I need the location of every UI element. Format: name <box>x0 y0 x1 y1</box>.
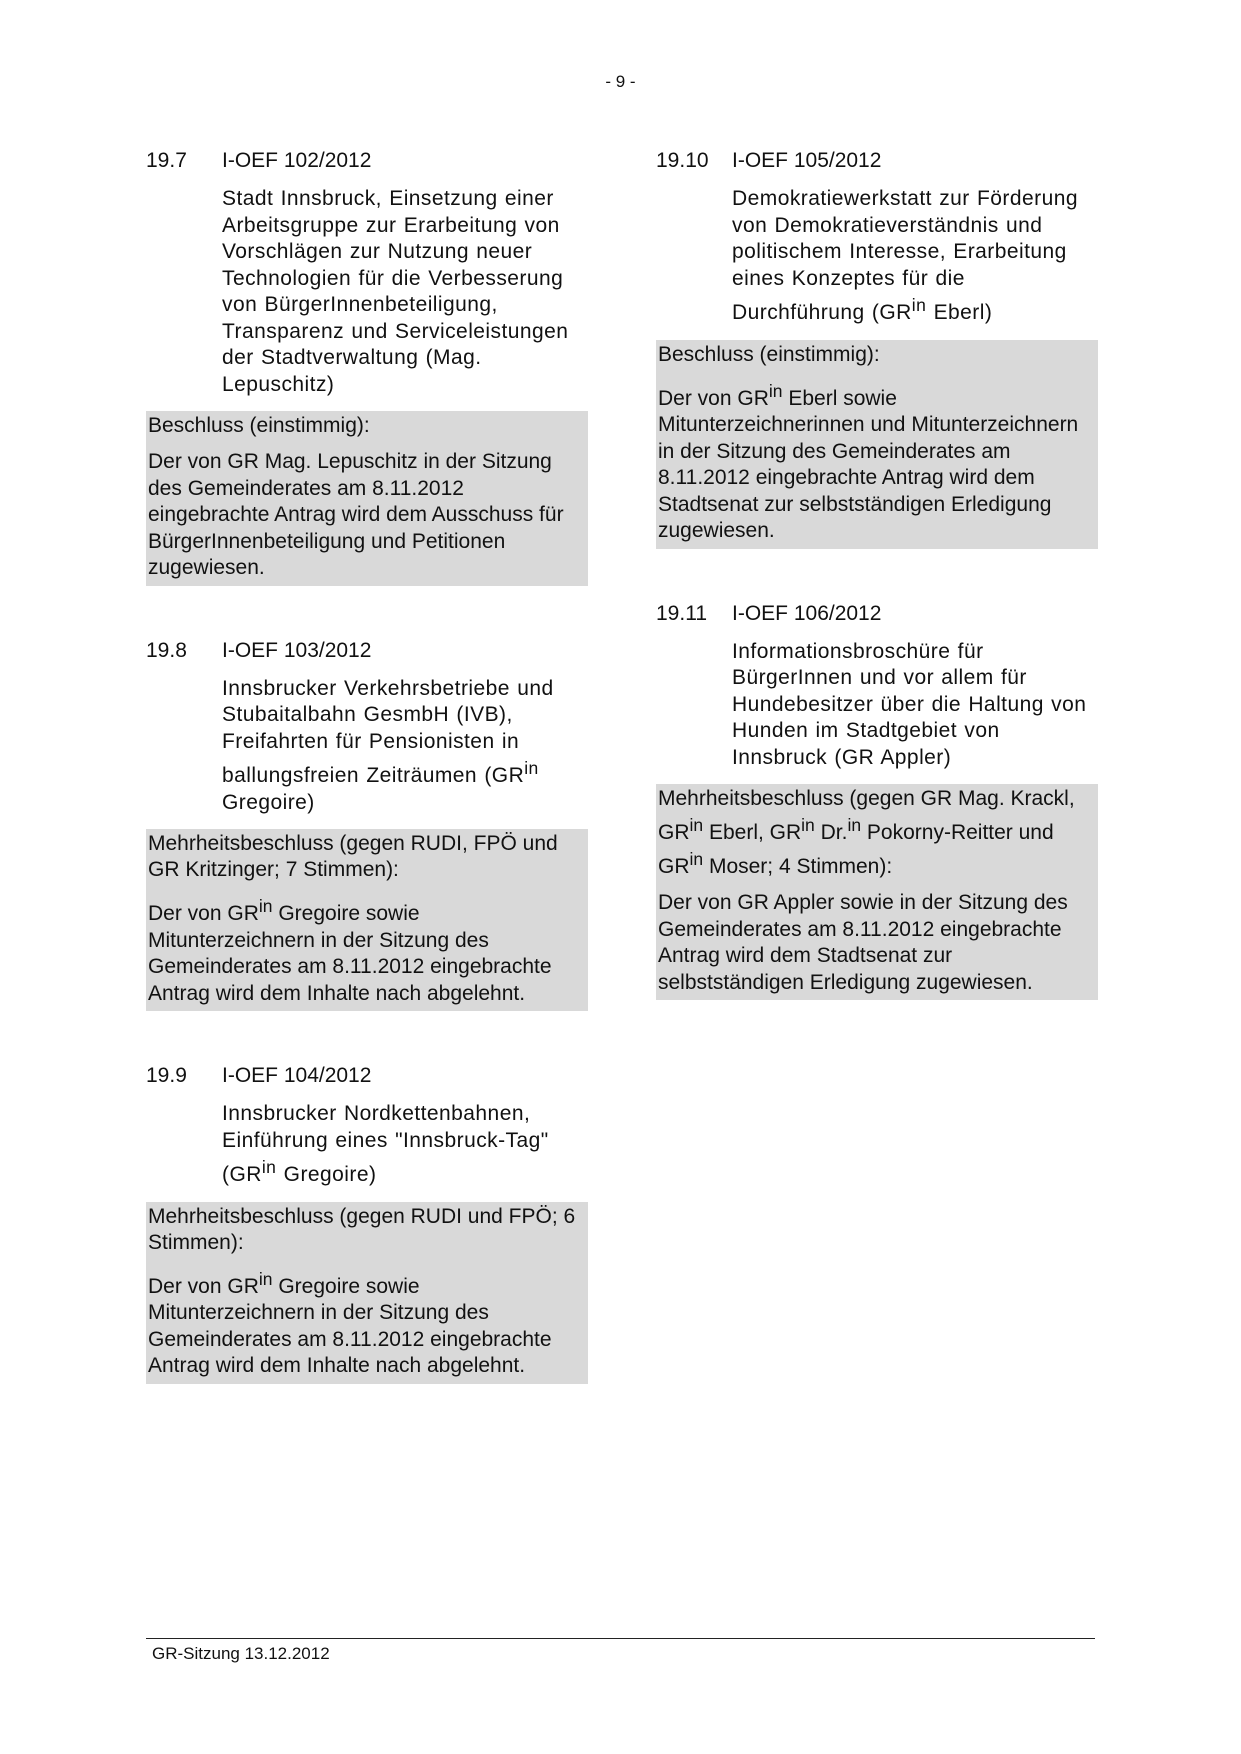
left-column <box>146 148 588 1436</box>
decision-superscript: in <box>258 896 273 916</box>
agenda-item-19-7 <box>146 148 588 586</box>
item-title: Stadt Innsbruck, Einsetzung einer Arbeitsgruppe zur Erarbeitung von Vorschlägen zur Nutzung neuer Technologien für die Verbesserung von BürgerInnenbeteiligung, Transparenz und Serviceleistungen der Stadtverwaltung (Mag. Lepuschitz) <box>222 187 569 396</box>
decision-box <box>656 340 1098 549</box>
decision-superscript: in <box>768 380 783 401</box>
item-number: 19.7 <box>146 149 187 172</box>
item-number: 19.9 <box>146 1064 187 1087</box>
decision-heading <box>658 786 1094 880</box>
item-title: Informationsbroschüre für BürgerInnen und vor allem für Hundebesitzer über die Haltung von Hunden im Stadtgebiet von Innsbruck (GR Appler) <box>732 639 1087 769</box>
decision-heading: Mehrheitsbeschluss (gegen RUDI und FPÖ; 6 Stimmen): <box>148 1204 576 1254</box>
decision-heading: Mehrheitsbeschluss (gegen RUDI, FPÖ und GR Kritzinger; 7 Stimmen): <box>148 832 558 881</box>
decision-text <box>148 893 584 1007</box>
decision-heading-part: Eberl, GR <box>703 821 802 844</box>
decision-superscript: in <box>258 1268 273 1289</box>
decision-heading-part: Mehrheitsbeschluss (gegen GR Mag. Krackl, GR <box>658 787 1075 844</box>
decision-text-end: Gregoire sowie Mitunterzeichnern in der Sitzung des Gemeinderates am 8.11.2012 eingebrachte Antrag wird dem Inhalte nach abgelehnt. <box>148 1274 552 1377</box>
item-heading <box>146 148 588 174</box>
item-heading <box>656 148 1098 174</box>
title-text: Innsbrucker Verkehrsbetriebe und Stubaitalbahn GesmbH (IVB), Freifahrten für Pensionisten in ballungsfreien Zeiträumen (GR <box>222 676 554 787</box>
item-title <box>732 186 1098 327</box>
item-title <box>222 1101 588 1189</box>
title-text-end: Gregoire) <box>276 1163 377 1186</box>
title-superscript: in <box>524 758 539 778</box>
decision-box <box>146 411 588 586</box>
item-code: I-OEF 102/2012 <box>222 149 372 172</box>
item-code: I-OEF 103/2012 <box>222 638 372 662</box>
item-code: I-OEF 106/2012 <box>732 601 882 625</box>
title-text-end: Gregoire) <box>222 790 315 814</box>
decision-box <box>656 784 1098 1000</box>
decision-heading: Beschluss (einstimmig): <box>658 342 880 366</box>
item-heading <box>146 1063 588 1089</box>
decision-text <box>658 378 1094 545</box>
title-text: Innsbrucker Nordkettenbahnen, Einführung eines "Innsbruck-Tag" (GR <box>222 1102 549 1186</box>
footer-text: GR-Sitzung 13.12.2012 <box>152 1644 330 1663</box>
item-heading <box>656 601 1098 627</box>
right-column <box>656 148 1098 1052</box>
decision-heading: Beschluss (einstimmig): <box>148 414 370 437</box>
decision-heading-superscript: in <box>689 849 704 869</box>
decision-heading-superscript: in <box>689 815 704 835</box>
decision-text-start: Der von GR <box>148 902 259 925</box>
decision-heading-superscript: in <box>801 815 815 835</box>
decision-text-end: Gregoire sowie Mitunterzeichnern in der Sitzung des Gemeinderates am 8.11.2012 eingebrachte Antrag wird dem Inhalte nach abgelehnt. <box>148 902 552 1005</box>
decision-box <box>146 829 588 1011</box>
decision-box <box>146 1202 588 1384</box>
title-superscript: in <box>261 1157 277 1177</box>
item-heading <box>146 638 588 664</box>
item-number: 19.11 <box>656 601 707 625</box>
footer-rule <box>146 1638 1095 1639</box>
decision-text <box>148 1266 584 1380</box>
decision-text-end: Eberl sowie Mitunterzeichnerinnen und Mitunterzeichnern in der Sitzung des Gemeinderates am 8.11.2012 eingebrachte Antrag wird dem Stadtsenat zur selbstständigen Erledigung zugewiesen. <box>658 386 1079 542</box>
decision-heading-part: Pokorny-Reitter und GR <box>658 821 1054 878</box>
item-title <box>222 676 588 817</box>
page-number: - 9 - <box>605 72 636 91</box>
agenda-item-19-8 <box>146 638 588 1012</box>
decision-text: Der von GR Appler sowie in der Sitzung des Gemeinderates am 8.11.2012 eingebrachte Antrag wird dem Stadtsenat zur selbstständigen Erledigung zugewiesen. <box>658 891 1068 994</box>
decision-text: Der von GR Mag. Lepuschitz in der Sitzung des Gemeinderates am 8.11.2012 eingebrachte Antrag wird dem Ausschuss für BürgerInnenbeteiligung und Petitionen zugewiesen. <box>148 450 564 579</box>
title-superscript: in <box>911 295 927 315</box>
agenda-item-19-11 <box>656 601 1098 1001</box>
item-code: I-OEF 104/2012 <box>222 1064 372 1087</box>
decision-text-start: Der von GR <box>658 386 769 410</box>
agenda-item-19-10 <box>656 148 1098 549</box>
title-text-end: Eberl) <box>926 301 993 324</box>
decision-heading-superscript: in <box>847 815 862 835</box>
decision-heading-part: Dr. <box>814 821 848 844</box>
agenda-item-19-9 <box>146 1063 588 1384</box>
decision-heading-part: Moser; 4 Stimmen): <box>703 855 893 878</box>
item-number: 19.10 <box>656 149 709 172</box>
title-text: Demokratiewerkstatt zur Förderung von Demokratieverständnis und politischem Interesse, Erarbeitung eines Konzeptes für die Durchführung (GR <box>732 187 1078 324</box>
item-number: 19.8 <box>146 638 187 662</box>
item-code: I-OEF 105/2012 <box>732 149 882 172</box>
decision-text-start: Der von GR <box>148 1274 259 1298</box>
